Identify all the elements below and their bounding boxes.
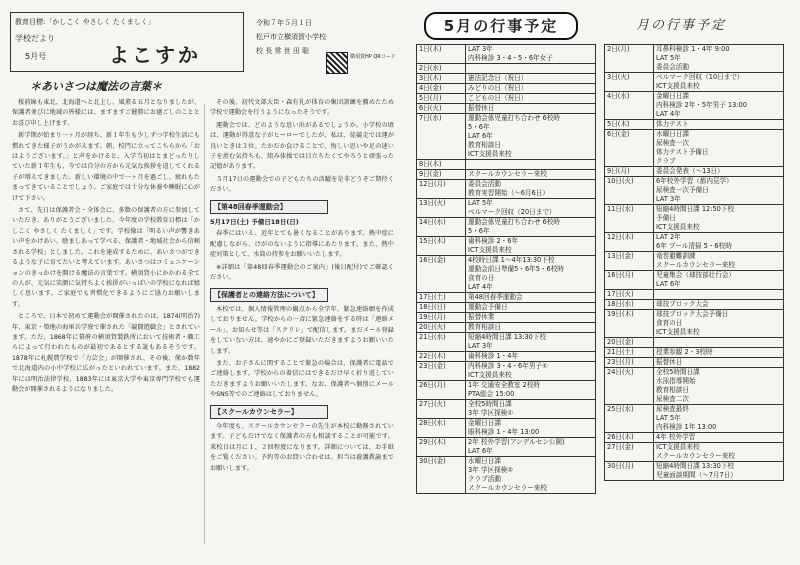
schedule-event: 振替休日 xyxy=(654,358,784,368)
schedule-date: 6日(金) xyxy=(605,130,654,167)
schedule-row xyxy=(605,338,784,348)
schedule-date: 24日(火) xyxy=(605,368,654,405)
schedule-title-next: 月の行事予定 xyxy=(636,18,727,33)
schedule-date: 23日(月) xyxy=(605,358,654,368)
article-heading: ＊あいさつは魔法の言葉＊ xyxy=(30,80,162,93)
schedule-row xyxy=(417,313,596,323)
schedule-event: LAT 2年 6年 プール清掃 5・6校時 xyxy=(654,233,784,252)
schedule-row xyxy=(605,73,784,92)
schedule-date: 27日(火) xyxy=(417,400,466,419)
schedule-event: 委員会発表（～13日） xyxy=(654,167,784,177)
qr-label: 横須賀HP QRコード xyxy=(350,54,396,60)
schedule-event: 球技ブロック大会 xyxy=(654,300,784,310)
schedule-event: 全校5時間日課 3年 学区探検① xyxy=(466,400,596,419)
schedule-date: 5日(木) xyxy=(605,120,654,130)
schedule-row xyxy=(417,352,596,362)
schedule-row xyxy=(417,45,596,64)
schedule-date: 18日(日) xyxy=(417,303,466,313)
schedule-event: 金曜日日課 内科検診 2年・5年男子 13:00 LAT 4年 xyxy=(654,92,784,120)
schedule-event: LAT 5年 ベルマーク回収（20日まで） xyxy=(466,199,596,218)
schedule-row xyxy=(417,303,596,313)
schedule-title: 5月の行事予定 xyxy=(424,12,578,40)
issue-date: 令和７年５月１日 xyxy=(256,19,312,27)
schedule-event: 6年校外学習（都内見学） 尿検査一次予備日 LAT 3年 xyxy=(654,177,784,205)
schedule-row xyxy=(417,114,596,160)
schedule-row xyxy=(417,323,596,333)
schedule-date: 30日(金) xyxy=(417,457,466,494)
schedule-date: 19日(木) xyxy=(605,310,654,338)
education-goal: 教育目標:「かしこく やさしく たくましく」 xyxy=(15,18,155,26)
schedule-event: 運動会係児童打ち合わせ 6校時 5・6年 xyxy=(466,218,596,237)
schedule-event: 体力テスト xyxy=(654,120,784,130)
article-column-1 xyxy=(12,98,200,538)
schedule-date: 9日(金) xyxy=(417,170,466,180)
schedule-row xyxy=(417,74,596,84)
schedule-date: 25日(水) xyxy=(605,405,654,433)
schedule-event: 児童集会（球技部壮行会） LAT 6年 xyxy=(654,271,784,290)
schedule-date: 15日(木) xyxy=(417,237,466,256)
schedule-row xyxy=(605,433,784,443)
school-name: 松戸市立横須賀小学校 xyxy=(256,33,326,41)
schedule-event: 球技ブロック大会予備日 食育の日 ICT支援員来校 xyxy=(654,310,784,338)
newsletter-title: よこすか xyxy=(109,43,201,67)
schedule-row xyxy=(605,167,784,177)
schedule-row xyxy=(605,120,784,130)
schedule-date: 4日(金) xyxy=(417,84,466,94)
schedule-date: 17日(火) xyxy=(605,290,654,300)
schedule-event: 第48回春季運動会 xyxy=(466,293,596,303)
schedule-row xyxy=(417,419,596,438)
schedule-event: 4年 校外学習 xyxy=(654,433,784,443)
schedule-date: 9日(月) xyxy=(605,167,654,177)
schedule-date: 12日(月) xyxy=(417,180,466,199)
schedule-event: 2年 校外学習(アンデルセン公園) LAT 6年 xyxy=(466,438,596,457)
schedule-row xyxy=(605,368,784,405)
schedule-row xyxy=(417,84,596,94)
schedule-event: みどりの日（祝日） xyxy=(466,84,596,94)
article-column-2 xyxy=(210,98,394,538)
schedule-row xyxy=(605,405,784,433)
schedule-date: 30日(月) xyxy=(605,462,654,481)
schedule-row xyxy=(605,462,784,481)
paragraph: 今年度も、スクールカウンセラーの先生が本校に勤務されています。子どもだけでなく保護者の方も相談することが可能です。来校日は月に１、２回程度になります。詳細については、お手紙をご覧ください。予約等のお問い合わせは、担当は養護教諭までお願いします。 xyxy=(210,422,394,472)
schedule-event xyxy=(466,160,596,170)
schedule-row xyxy=(605,252,784,271)
schedule-event: 竜巻避難訓練 スクールカウンセラー来校 xyxy=(654,252,784,271)
schedule-date: 27日(金) xyxy=(605,443,654,462)
schedule-event: 振替休業 xyxy=(466,313,596,323)
schedule-event xyxy=(654,338,784,348)
schedule-date: 10日(火) xyxy=(605,177,654,205)
schedule-row xyxy=(417,362,596,381)
paragraph: ところで、日本で初めて運動会が開催されたのは、1874(明治7)年、東京・築地の海軍兵学寮で催された「競闘遊戯会」とされています。ただ、1868年に幕府の横須賀製鉄所において技術者・職工らによって行われたものが最初であるとする説もあるそうです。1878年に札幌農学校で「力芸会」が開催され、その後、僅か数年で北海道内の小中学校に広がったといわれています。また、1882年には明治法律学校、1883年には東京大学や東京専門学校でも運動会が開催されるようになりました。 xyxy=(12,313,200,393)
schedule-event: スクールカウンセラー来校 xyxy=(466,170,596,180)
paragraph: その後、初代文部大臣・森有礼が体育の集団訓練を薦めたため学校で運動会を行うようになったそうです。 xyxy=(210,99,394,117)
paragraph: 本校では、個人情報管理の観点から全学年、緊急連絡網を作成しておりません。学校からの一斉に緊急連絡をする時は「連絡メール」、お知らせ等は「スクリレ」で配信します。まだメール登録をしていない方は、速やかにご登録いただきますようお願いいたします。 xyxy=(210,305,394,355)
schedule-event: ベルマーク回収（10日まで） ICT支援員来校 xyxy=(654,73,784,92)
schedule-event: 歯科検診 2・6年 ICT支援員来校 xyxy=(466,237,596,256)
schedule-row xyxy=(417,64,596,74)
schedule-date: 11日(水) xyxy=(605,205,654,233)
paragraph: 新学期が始まり一ヶ月が経ち、新１年生も少しずつ学校生活にも慣れてきた様子がうかがえます。朝、校門に立ってこちらから「おはようございます。」と声をかけると、入学当初はとまどったりしていた新１年生も、今では自分の方から元気な挨拶を返してくれる子が増えてきました。新しい環境の中で一ヶ月を過ごし、疲れもたまってきていることでしょう。ご家庭では十分な休養や睡眠に心がけて下さい。 xyxy=(12,132,200,202)
column-divider xyxy=(204,104,205,544)
paragraph: さて、先日は保護者会・全体会に、多数の保護者の方に参加していただき、ありがとうございました。今年度の学校教育目標は「かしこく やさしく たくましく」です。学校像は「明るい声が響きあい声をかけあい、励ましあって学べる、保護者・地域社会から信頼される学校」としました。これを達成するために、あいさつができるような子に育てたいと考えています。あいさつはコミュニケーションのきっかけを開ける魔法の言葉です。横須賀小にかかわる全ての人が、元気に笑顔に気持ちよく挨拶がいっぱいの学校になれば嬉しく思います。ご家庭でも習慣化できるようにご協力お願いします。 xyxy=(12,207,200,308)
schedule-date: 21日(水) xyxy=(417,333,466,352)
schedule-row xyxy=(417,333,596,352)
newsletter-label: 学校だより xyxy=(15,34,55,43)
schedule-row xyxy=(605,348,784,358)
schedule-event xyxy=(654,290,784,300)
sports-day-heading: 【第48回春季運動会】 xyxy=(210,200,328,214)
schedule-date: 4日(水) xyxy=(605,92,654,120)
schedule-date: 2日(水) xyxy=(417,64,466,74)
schedule-event: 全校5時間日課 水泳指導開始 教育相談日 尿検査二次 xyxy=(654,368,784,405)
counselor-heading: 【スクールカウンセラー】 xyxy=(210,405,328,419)
schedule-event: 尿検査最終 LAT 5年 内科検診 1年 13:00 xyxy=(654,405,784,433)
schedule-event: 短縮4時間日課 13:30下校 児童面談期間（～7月7日） xyxy=(654,462,784,481)
schedule-date: 16日(月) xyxy=(605,271,654,290)
schedule-date: 26日(月) xyxy=(417,381,466,400)
schedule-date: 14日(水) xyxy=(417,218,466,237)
paragraph: ※詳細は「第48回春季運動会のご案内」(後日配付)でご確認ください。 xyxy=(210,263,394,282)
schedule-event: こどもの日（祝日） xyxy=(466,94,596,104)
newsletter-left-panel xyxy=(4,4,396,561)
schedule-event: 委員会活動 教育実習開始（～6月6日） xyxy=(466,180,596,199)
schedule-event: 振替休日 xyxy=(466,104,596,114)
schedule-row xyxy=(417,381,596,400)
schedule-event: LAT 3年 内科検診 3・4・5・6年女子 xyxy=(466,45,596,64)
schedule-row xyxy=(605,443,784,462)
schedule-row xyxy=(417,256,596,293)
schedule-row xyxy=(417,218,596,237)
schedule-table-june xyxy=(604,44,784,481)
paragraph: 桜前線も東北、北海道へと北上し、風薫る五月となりましたが、保護者並びに地域の皆様には、ますますご健勝にお過ごしのこととお喜び申し上げます。 xyxy=(12,99,200,127)
schedule-date: 8日(木) xyxy=(417,160,466,170)
paragraph: また、お子さんに関することで緊急の場合は、保護者に電話でご連絡します。学校からの着信にはできるだけ早く折り返していただきますようお願いいたします。なお、保護者へ個別にメールやSNS等でのご連絡はしておりません。 xyxy=(210,359,394,399)
schedule-date: 26日(木) xyxy=(605,433,654,443)
schedule-date: 20日(火) xyxy=(417,323,466,333)
schedule-row xyxy=(605,310,784,338)
schedule-date: 18日(水) xyxy=(605,300,654,310)
schedule-date: 12日(木) xyxy=(605,233,654,252)
schedule-row xyxy=(417,199,596,218)
schedule-event: 4校時日課 1～4年13:30下校 運動会前日準備5・6年5・6校時 食育の日 LAT 4年 xyxy=(466,256,596,293)
schedule-row xyxy=(605,233,784,252)
schedule-event: 短縮4時間日課 12:50下校 予備日 ICT支援員来校 xyxy=(654,205,784,233)
schedule-date: 2日(月) xyxy=(605,45,654,73)
paragraph: 春季にはいえ、近年とても暑くなることがあります。熱中症に配慮しながら、けがのないように指導にあたります。また、熱中症対策として、水筒の持参をお願いいたします。 xyxy=(210,230,394,259)
schedule-date: 21日(土) xyxy=(605,348,654,358)
contact-heading: 【保護者との連絡方法について】 xyxy=(210,288,328,302)
schedule-row xyxy=(417,400,596,419)
schedule-date: 29日(木) xyxy=(417,438,466,457)
schedule-row xyxy=(417,170,596,180)
schedule-date: 17日(土) xyxy=(417,293,466,303)
schedule-event: 運動会予備日 xyxy=(466,303,596,313)
schedule-date: 28日(水) xyxy=(417,419,466,438)
schedule-row xyxy=(417,180,596,199)
header-meta xyxy=(256,16,326,58)
schedule-row xyxy=(417,293,596,303)
schedule-row xyxy=(417,457,596,494)
schedule-event xyxy=(466,64,596,74)
schedule-row xyxy=(605,177,784,205)
schedule-event: ICT支援員来校 スクールカウンセラー来校 xyxy=(654,443,784,462)
schedule-date: 13日(火) xyxy=(417,199,466,218)
schedule-date: 16日(金) xyxy=(417,256,466,293)
schedule-date: 6日(火) xyxy=(417,104,466,114)
schedule-date: 13日(金) xyxy=(605,252,654,271)
schedule-event: 金曜日日課 眼科検診 1・4年 13:00 xyxy=(466,419,596,438)
schedule-event: 1年 交通安全教室 2校時 PTA総会 15:00 xyxy=(466,381,596,400)
schedule-row xyxy=(605,300,784,310)
schedule-event: 運動会係児童打ち合わせ 6校時 5・6年 LAT 6年 教育相談日 ICT支援員来校 xyxy=(466,114,596,160)
schedule-row xyxy=(417,237,596,256)
issue-label: 5月号 xyxy=(25,52,47,61)
schedule-panel xyxy=(404,4,796,561)
schedule-date: 22日(木) xyxy=(417,352,466,362)
schedule-event: 耳鼻科検診 1・4年 9:00 LAT 5年 委員会活動 xyxy=(654,45,784,73)
schedule-row xyxy=(605,205,784,233)
schedule-date: 7日(水) xyxy=(417,114,466,160)
schedule-event: 教育相談日 xyxy=(466,323,596,333)
schedule-date: 5日(月) xyxy=(417,94,466,104)
qr-code-icon[interactable] xyxy=(326,52,348,74)
schedule-row xyxy=(605,290,784,300)
schedule-row xyxy=(605,358,784,368)
sports-day-date: 5月17日(土) 予備日18日(日) xyxy=(210,218,299,227)
schedule-date: 3日(木) xyxy=(417,74,466,84)
schedule-event: 授業参観 2・3校時 xyxy=(654,348,784,358)
schedule-row xyxy=(417,94,596,104)
principal-name: 校 長 常 世 田 聡 xyxy=(256,47,310,55)
paragraph: ５月17日の運動会での子どもたちの活躍を是非どうぞご期待ください。 xyxy=(210,175,394,194)
schedule-event: 歯科検診 1・4年 xyxy=(466,352,596,362)
schedule-row xyxy=(417,160,596,170)
schedule-date: 1日(木) xyxy=(417,45,466,64)
schedule-event: 水曜日日課 尿検査一次 体力テスト予備日 クラブ xyxy=(654,130,784,167)
schedule-event: 短縮4時間日課 13:30下校 LAT 3年 xyxy=(466,333,596,352)
schedule-event: 水曜日日課 3年 学区探検② クラブ活動 スクールカウンセラー来校 xyxy=(466,457,596,494)
schedule-date: 19日(月) xyxy=(417,313,466,323)
schedule-event: 内科検診 3・4・6年男子① ICT支援員来校 xyxy=(466,362,596,381)
schedule-date: 20日(金) xyxy=(605,338,654,348)
schedule-date: 3日(火) xyxy=(605,73,654,92)
schedule-row xyxy=(605,92,784,120)
schedule-row xyxy=(605,45,784,73)
paragraph: 運動会では、どのような思い出があるでしょうか。小学校の頃は、運動が得意な子がヒーローでしたが、私は、徒競走では運が良いときは３位。たかだか負けることで、悔しい思いや足の速い子を羨む気持ちも、組み体操では目立ちたくてやろうと頑張った記憶があります。 xyxy=(210,121,394,171)
schedule-table-may xyxy=(416,44,596,494)
schedule-row xyxy=(605,130,784,167)
title-box xyxy=(10,12,244,72)
schedule-row xyxy=(417,104,596,114)
schedule-row xyxy=(417,438,596,457)
schedule-row xyxy=(605,271,784,290)
schedule-event: 憲法記念日（祝日） xyxy=(466,74,596,84)
schedule-date: 23日(金) xyxy=(417,362,466,381)
